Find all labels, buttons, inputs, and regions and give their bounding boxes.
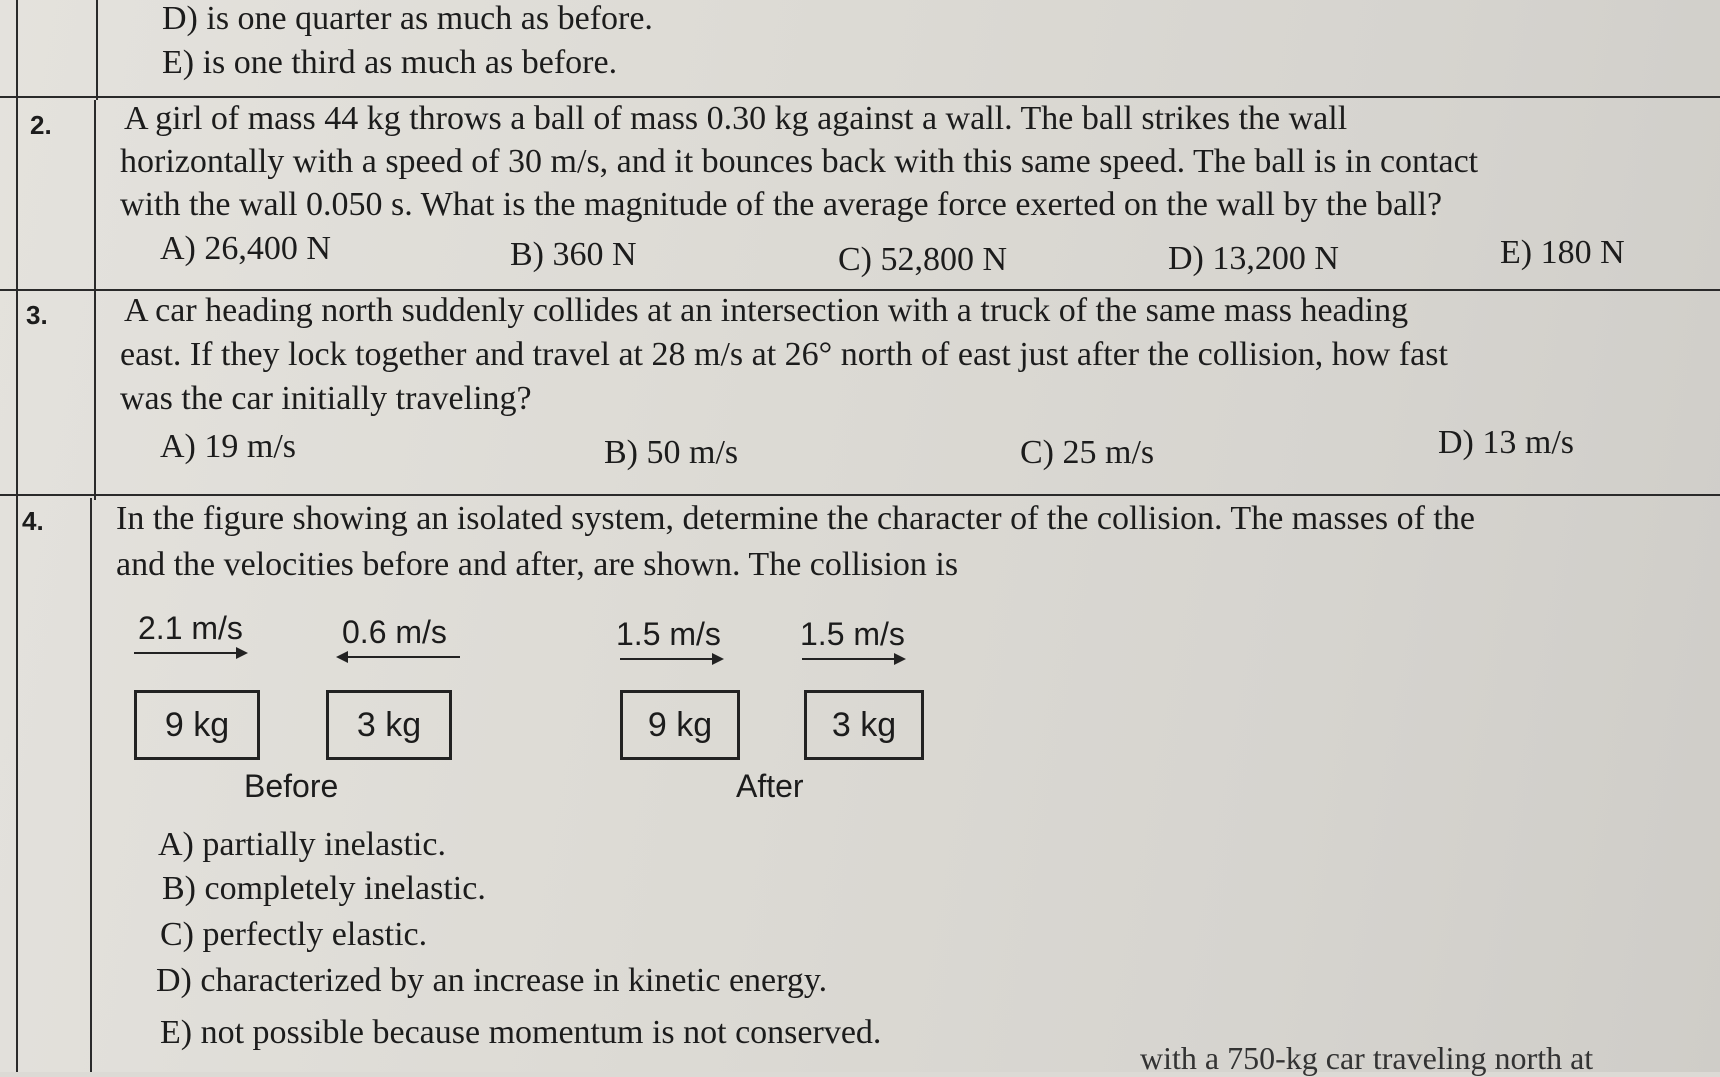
q4-option-c: C) perfectly elastic. bbox=[160, 916, 428, 953]
q1-option-d: D) is one quarter as much as before. bbox=[162, 0, 653, 37]
q4-stem-line: In the figure showing an isolated system, determine the character of the collision. The masses of the bbox=[116, 500, 1475, 537]
q3-option-b: B) 50 m/s bbox=[604, 434, 739, 471]
q2-option-a: A) 26,400 N bbox=[160, 230, 331, 267]
table-column-divider bbox=[94, 100, 96, 500]
mass-block: 9 kg bbox=[620, 690, 740, 760]
q3-stem-line: was the car initially traveling? bbox=[120, 380, 532, 417]
row-divider bbox=[0, 96, 1720, 98]
table-column-divider bbox=[90, 498, 92, 1072]
q2-stem-line: A girl of mass 44 kg throws a ball of mass 0.30 kg against a wall. The ball strikes the wall bbox=[124, 100, 1348, 137]
q2-option-d: D) 13,200 N bbox=[1168, 240, 1339, 277]
q3-stem-line: A car heading north suddenly collides at an intersection with a truck of the same mass heading bbox=[124, 292, 1409, 329]
velocity-label: 1.5 m/s bbox=[800, 616, 905, 652]
question-number: 4. bbox=[22, 506, 44, 536]
velocity-label: 0.6 m/s bbox=[342, 614, 447, 650]
q4-option-d: D) characterized by an increase in kinetic energy. bbox=[156, 962, 828, 999]
q4-stem-line: and the velocities before and after, are shown. The collision is bbox=[116, 546, 959, 583]
question-number: 2. bbox=[30, 110, 52, 140]
arrow-right-icon bbox=[134, 652, 246, 654]
next-question-cutoff-text: with a 750-kg car traveling north at bbox=[1140, 1040, 1594, 1076]
arrow-right-icon bbox=[802, 658, 904, 660]
q2-option-e: E) 180 N bbox=[1500, 234, 1625, 271]
q3-option-d: D) 13 m/s bbox=[1438, 424, 1574, 461]
q2-stem-line: with the wall 0.050 s. What is the magnitude of the average force exerted on the wall by the ball? bbox=[120, 186, 1443, 223]
q2-option-c: C) 52,800 N bbox=[838, 241, 1008, 278]
table-column-divider bbox=[96, 0, 98, 100]
q1-option-e: E) is one third as much as before. bbox=[162, 44, 618, 81]
after-label: After bbox=[736, 768, 804, 804]
q3-option-c: C) 25 m/s bbox=[1020, 434, 1155, 471]
arrow-right-icon bbox=[620, 658, 722, 660]
q2-stem-line: horizontally with a speed of 30 m/s, and it bounces back with this same speed. The ball is in contact bbox=[120, 143, 1479, 180]
q4-option-e: E) not possible because momentum is not conserved. bbox=[160, 1014, 882, 1051]
mass-block: 3 kg bbox=[804, 690, 924, 760]
before-label: Before bbox=[244, 768, 339, 804]
velocity-label: 1.5 m/s bbox=[616, 616, 721, 652]
row-divider bbox=[0, 494, 1720, 496]
arrow-left-icon bbox=[338, 656, 460, 658]
row-divider bbox=[0, 289, 1720, 291]
table-left-border bbox=[16, 0, 18, 1072]
q4-option-a: A) partially inelastic. bbox=[158, 826, 446, 863]
question-number: 3. bbox=[26, 300, 48, 330]
mass-block: 3 kg bbox=[326, 690, 452, 760]
q4-option-b: B) completely inelastic. bbox=[162, 870, 486, 907]
q2-option-b: B) 360 N bbox=[510, 236, 637, 273]
velocity-label: 2.1 m/s bbox=[138, 610, 243, 646]
q3-stem-line: east. If they lock together and travel at 28 m/s at 26° north of east just after the collision, how fast bbox=[120, 336, 1448, 373]
q3-option-a: A) 19 m/s bbox=[160, 428, 296, 465]
mass-block: 9 kg bbox=[134, 690, 260, 760]
